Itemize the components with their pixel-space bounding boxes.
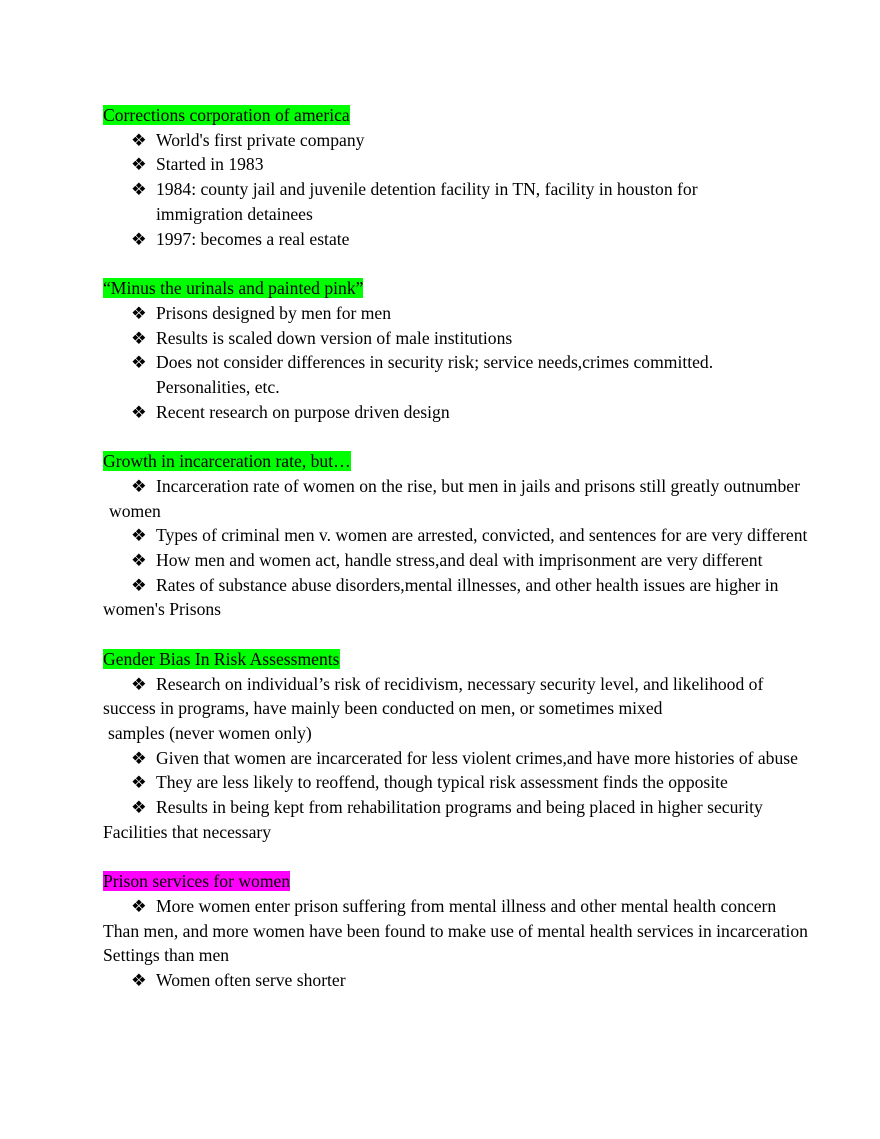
list-item: Types of criminal men v. women are arrested, convicted, and sentences for are very different	[156, 525, 808, 545]
diamond-bullet-icon: ❖	[131, 303, 147, 323]
section-heading-prison-services: Prison services for women	[103, 871, 291, 891]
list-item: 1984: county jail and juvenile detention facility in TN, facility in houston for	[156, 179, 698, 199]
diamond-bullet-icon: ❖	[131, 797, 147, 817]
list-item: Does not consider differences in security risk; service needs,crimes committed.	[156, 352, 714, 372]
diamond-bullet-icon: ❖	[131, 575, 147, 595]
list-item: Started in 1983	[156, 154, 264, 174]
diamond-bullet-icon: ❖	[131, 476, 147, 496]
diamond-bullet-icon: ❖	[131, 352, 147, 372]
list-item: Research on individual’s risk of recidivism, necessary security level, and likelihood of	[156, 674, 764, 694]
list-item: Recent research on purpose driven design	[156, 402, 450, 422]
list-item: Incarceration rate of women on the rise, but men in jails and prisons still greatly outnumber	[156, 476, 800, 496]
list-item-continuation: women	[109, 501, 161, 521]
list-item-continuation: Settings than men	[103, 945, 230, 965]
list-item: How men and women act, handle stress,and deal with imprisonment are very different	[156, 550, 763, 570]
list-item: Women often serve shorter	[156, 970, 346, 990]
list-item-continuation: samples (never women only)	[108, 723, 312, 743]
diamond-bullet-icon: ❖	[131, 896, 147, 916]
list-item: 1997: becomes a real estate	[156, 229, 350, 249]
list-item: Rates of substance abuse disorders,mental illnesses, and other health issues are higher in	[156, 575, 779, 595]
diamond-bullet-icon: ❖	[131, 748, 147, 768]
diamond-bullet-icon: ❖	[131, 130, 147, 150]
diamond-bullet-icon: ❖	[131, 328, 147, 348]
diamond-bullet-icon: ❖	[131, 674, 147, 694]
section-heading-growth: Growth in incarceration rate, but…	[103, 451, 351, 471]
section-heading-minus-urinals: “Minus the urinals and painted pink”	[103, 278, 364, 298]
list-item-continuation: women's Prisons	[103, 599, 222, 619]
section-heading-corrections: Corrections corporation of america	[103, 105, 350, 125]
section-heading-gender-bias: Gender Bias In Risk Assessments	[103, 649, 340, 669]
diamond-bullet-icon: ❖	[131, 179, 147, 199]
list-item: More women enter prison suffering from mental illness and other mental health concern	[156, 896, 777, 916]
list-item: They are less likely to reoffend, though typical risk assessment finds the opposite	[156, 772, 728, 792]
list-item-continuation: Personalities, etc.	[156, 377, 280, 397]
diamond-bullet-icon: ❖	[131, 550, 147, 570]
list-item: Prisons designed by men for men	[156, 303, 392, 323]
list-item: World's first private company	[156, 130, 365, 150]
list-item-continuation: Than men, and more women have been found to make use of mental health services in incarceration	[103, 921, 808, 941]
list-item-continuation: immigration detainees	[156, 204, 313, 224]
diamond-bullet-icon: ❖	[131, 525, 147, 545]
diamond-bullet-icon: ❖	[131, 229, 147, 249]
list-item: Results in being kept from rehabilitation programs and being placed in higher security	[156, 797, 763, 817]
list-item: Results is scaled down version of male institutions	[156, 328, 513, 348]
list-item-continuation: success in programs, have mainly been conducted on men, or sometimes mixed	[103, 698, 663, 718]
diamond-bullet-icon: ❖	[131, 154, 147, 174]
diamond-bullet-icon: ❖	[131, 402, 147, 422]
diamond-bullet-icon: ❖	[131, 970, 147, 990]
list-item-continuation: Facilities that necessary	[103, 822, 272, 842]
list-item: Given that women are incarcerated for less violent crimes,and have more histories of abuse	[156, 748, 798, 768]
diamond-bullet-icon: ❖	[131, 772, 147, 792]
